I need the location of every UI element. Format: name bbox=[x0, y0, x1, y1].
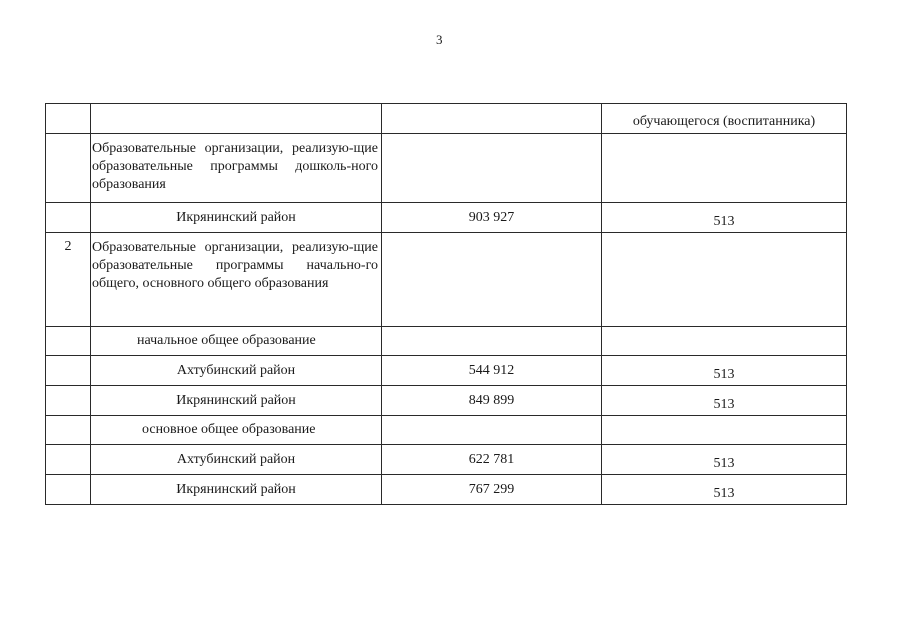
organization-type-general: Образовательные организации, реализую-щие образовательные программы начально-го общего, основного общего образования bbox=[91, 233, 382, 327]
cell-empty bbox=[91, 104, 382, 134]
organization-type-preschool: Образовательные организации, реализую-щие образовательные программы дошколь-ного образования bbox=[91, 134, 382, 203]
table-row bbox=[46, 356, 847, 386]
funding-table bbox=[45, 103, 847, 505]
cell-empty bbox=[602, 327, 847, 356]
cell-empty bbox=[382, 233, 602, 327]
cell-empty bbox=[46, 386, 91, 416]
cell-empty bbox=[46, 416, 91, 445]
cell-empty bbox=[46, 475, 91, 505]
section-row-general bbox=[46, 233, 847, 327]
cell-empty bbox=[46, 445, 91, 475]
cell-empty bbox=[382, 327, 602, 356]
subsection-label-primary: начальное общее образование bbox=[91, 327, 382, 356]
cell-empty bbox=[46, 203, 91, 233]
cell-empty bbox=[46, 356, 91, 386]
cell-empty bbox=[46, 104, 91, 134]
district-name: Икрянинский район bbox=[91, 203, 382, 233]
funding-value: 622 781 bbox=[382, 445, 602, 475]
subsection-label-basic: основное общее образование bbox=[91, 416, 382, 445]
table-row bbox=[46, 475, 847, 505]
normative-value: 513 bbox=[602, 356, 847, 386]
normative-value: 513 bbox=[602, 445, 847, 475]
cell-empty bbox=[46, 134, 91, 203]
district-name: Ахтубинский район bbox=[91, 356, 382, 386]
cell-empty bbox=[382, 104, 602, 134]
district-name: Икрянинский район bbox=[91, 386, 382, 416]
funding-value: 544 912 bbox=[382, 356, 602, 386]
funding-value: 903 927 bbox=[382, 203, 602, 233]
cell-empty bbox=[602, 134, 847, 203]
funding-value: 767 299 bbox=[382, 475, 602, 505]
district-name: Икрянинский район bbox=[91, 475, 382, 505]
normative-unit-header: обучающегося (воспитанника) bbox=[602, 104, 847, 134]
funding-value: 849 899 bbox=[382, 386, 602, 416]
cell-empty bbox=[602, 416, 847, 445]
normative-value: 513 bbox=[602, 203, 847, 233]
subsection-row-primary bbox=[46, 327, 847, 356]
row-number: 2 bbox=[46, 233, 91, 327]
table-row bbox=[46, 386, 847, 416]
table-row bbox=[46, 203, 847, 233]
cell-empty bbox=[46, 327, 91, 356]
subsection-row-basic bbox=[46, 416, 847, 445]
cell-empty bbox=[602, 233, 847, 327]
section-row-preschool bbox=[46, 134, 847, 203]
table-row bbox=[46, 445, 847, 475]
cell-empty bbox=[382, 416, 602, 445]
normative-value: 513 bbox=[602, 475, 847, 505]
table-header-row bbox=[46, 104, 847, 134]
cell-empty bbox=[382, 134, 602, 203]
page-number: 3 bbox=[436, 32, 443, 47]
district-name: Ахтубинский район bbox=[91, 445, 382, 475]
normative-value: 513 bbox=[602, 386, 847, 416]
